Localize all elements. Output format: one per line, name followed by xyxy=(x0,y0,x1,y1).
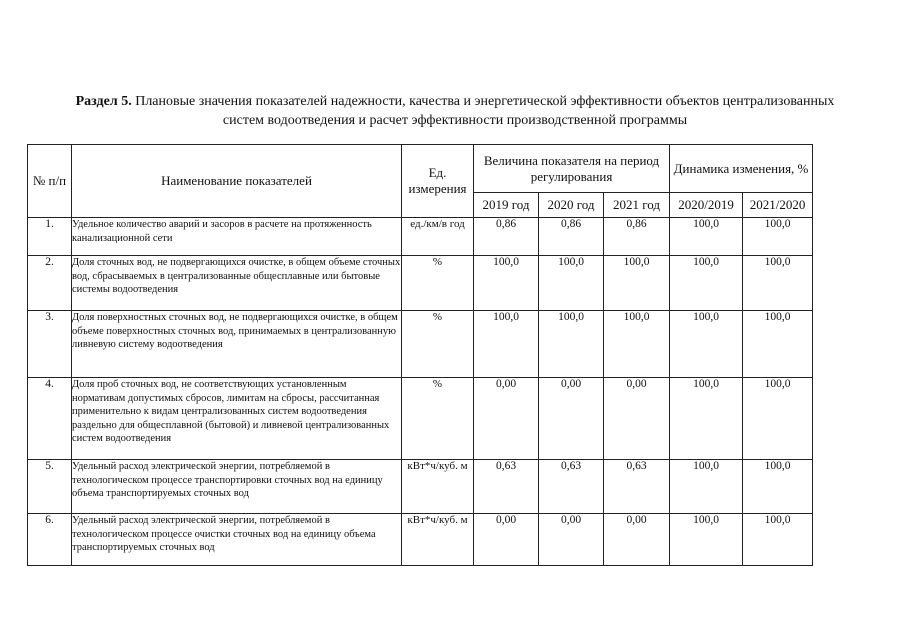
row-unit: % xyxy=(402,378,474,460)
row-num: 2. xyxy=(28,256,72,311)
row-dyn-2: 100,0 xyxy=(743,514,813,566)
row-dyn-1: 100,0 xyxy=(670,460,743,514)
header-year-2021: 2021 год xyxy=(604,193,670,218)
row-unit: % xyxy=(402,256,474,311)
row-unit: кВт*ч/куб. м xyxy=(402,460,474,514)
row-value-2021: 0,63 xyxy=(604,460,670,514)
row-value-2021: 0,00 xyxy=(604,378,670,460)
row-name: Доля сточных вод, не подвергающихся очистке, в общем объеме сточных вод, сбрасываемых в централизованные общесплавные или бытовые системы водоотведения xyxy=(72,256,402,311)
row-dyn-1: 100,0 xyxy=(670,514,743,566)
indicators-table xyxy=(27,144,813,566)
section-number: Раздел 5. xyxy=(75,94,132,109)
table-row xyxy=(28,256,813,311)
row-dyn-2: 100,0 xyxy=(743,311,813,378)
row-name: Удельное количество аварий и засоров в расчете на протяженность канализационной сети xyxy=(72,218,402,256)
row-num: 6. xyxy=(28,514,72,566)
header-num: № п/п xyxy=(28,145,72,218)
section-title xyxy=(60,92,850,130)
row-value-2020: 100,0 xyxy=(539,256,604,311)
row-unit: кВт*ч/куб. м xyxy=(402,514,474,566)
table-row xyxy=(28,514,813,566)
header-dynamic-group: Динамика изменения, % xyxy=(670,145,813,193)
row-dyn-1: 100,0 xyxy=(670,256,743,311)
row-dyn-1: 100,0 xyxy=(670,378,743,460)
row-value-2019: 0,63 xyxy=(474,460,539,514)
row-value-2020: 100,0 xyxy=(539,311,604,378)
row-unit: % xyxy=(402,311,474,378)
row-name: Удельный расход электрической энергии, потребляемой в технологическом процессе транспортировки сточных вод на единицу объема транспортируемых сточных вод xyxy=(72,460,402,514)
row-dyn-2: 100,0 xyxy=(743,256,813,311)
row-dyn-2: 100,0 xyxy=(743,218,813,256)
row-value-2021: 100,0 xyxy=(604,256,670,311)
row-value-2021: 0,86 xyxy=(604,218,670,256)
row-dyn-2: 100,0 xyxy=(743,460,813,514)
row-value-2019: 100,0 xyxy=(474,256,539,311)
row-num: 3. xyxy=(28,311,72,378)
table-row xyxy=(28,218,813,256)
table-row xyxy=(28,311,813,378)
table-row xyxy=(28,378,813,460)
row-num: 4. xyxy=(28,378,72,460)
row-value-2020: 0,00 xyxy=(539,514,604,566)
header-dyn-2021-2020: 2021/2020 xyxy=(743,193,813,218)
header-dyn-2020-2019: 2020/2019 xyxy=(670,193,743,218)
row-value-2019: 0,00 xyxy=(474,378,539,460)
row-value-2020: 0,86 xyxy=(539,218,604,256)
row-value-2019: 0,86 xyxy=(474,218,539,256)
row-num: 5. xyxy=(28,460,72,514)
header-name: Наименование показателей xyxy=(72,145,402,218)
row-name: Доля проб сточных вод, не соответствующих установленным нормативам допустимых сбросов, лимитам на сбросы, рассчитанная применительно к видам централизованных систем водоотведения раздельно для общесплавной (бытовой) и ливневой централизованных систем водоотведения xyxy=(72,378,402,460)
row-value-2019: 0,00 xyxy=(474,514,539,566)
row-name: Доля поверхностных сточных вод, не подвергающихся очистке, в общем объеме поверхностных сточных вод, принимаемых в централизованную ливневую систему водоотведения xyxy=(72,311,402,378)
row-dyn-1: 100,0 xyxy=(670,218,743,256)
row-value-2020: 0,00 xyxy=(539,378,604,460)
row-dyn-1: 100,0 xyxy=(670,311,743,378)
row-value-2020: 0,63 xyxy=(539,460,604,514)
row-value-2021: 100,0 xyxy=(604,311,670,378)
row-name: Удельный расход электрической энергии, потребляемой в технологическом процессе очистки сточных вод на единицу объема транспортируемых сточных вод xyxy=(72,514,402,566)
table-row xyxy=(28,460,813,514)
section-title-text: Плановые значения показателей надежности, качества и энергетической эффективности объектов централизованных систем водоотведения и расчет эффективности производственной программы xyxy=(131,94,835,128)
header-year-2020: 2020 год xyxy=(539,193,604,218)
row-value-2019: 100,0 xyxy=(474,311,539,378)
header-year-2019: 2019 год xyxy=(474,193,539,218)
row-dyn-2: 100,0 xyxy=(743,378,813,460)
row-unit: ед./км/в год xyxy=(402,218,474,256)
header-unit: Ед. измерения xyxy=(402,145,474,218)
row-num: 1. xyxy=(28,218,72,256)
header-value-group: Величина показателя на период регулирования xyxy=(474,145,670,193)
row-value-2021: 0,00 xyxy=(604,514,670,566)
